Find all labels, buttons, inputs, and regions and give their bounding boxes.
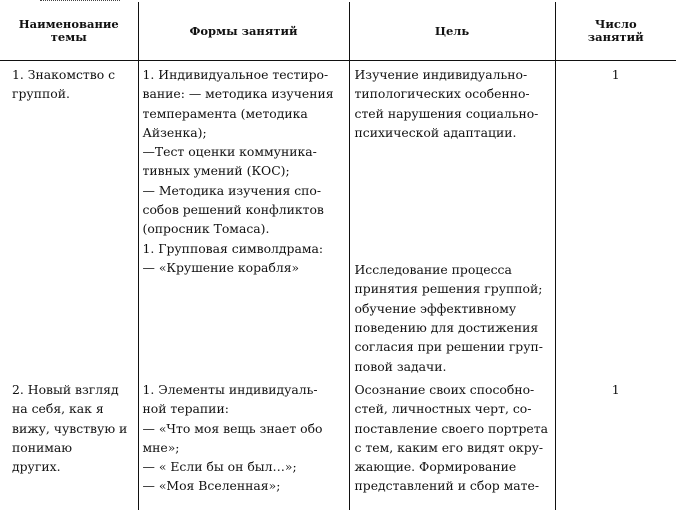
forms-line: 1. Индивидуальное тестиро- [142,67,329,82]
forms-line: — «Что моя вещь знает обо [142,420,323,436]
forms-line: (опросник Томаса). [142,221,270,237]
goal-line: повой задачи. [354,358,447,374]
topic-line: вижу, чувствую и [12,420,128,436]
session-count: 1 [611,67,620,82]
goal-line: жающие. Формирование [354,459,517,475]
goal-line: представлений и сбор мате- [354,478,540,494]
header-goal: Цель [349,2,555,61]
forms-line: 1. Элементы индивидуаль- [142,381,318,397]
goal-line: согласия при решении груп- [354,339,543,355]
forms-line: тивных умений (КОС); [142,163,290,179]
spacer [355,142,552,260]
forms-line: — «Крушение корабля» [142,259,300,275]
table-row [0,61,676,376]
topic-line: группой. [12,86,70,102]
goal-line: с тем, каким его видят окру- [354,439,544,455]
topic-cell [0,61,138,376]
forms-line: —Тест оценки коммуника- [142,144,317,160]
goal-line: Исследование процесса [354,262,512,278]
topic-line: 2. Новый взгляд [12,381,119,397]
header-topic: Наименование темы [0,2,138,61]
forms-cell [138,376,349,510]
goal-line: обучение эффективному [354,300,517,316]
forms-line: вание: — методика изучения [142,86,334,102]
forms-line: темперамента (методика [142,105,308,121]
topic-line: 1. Знакомство с [12,67,116,82]
forms-line: ной терапии: [142,401,229,417]
forms-line: — « Если бы он был…»; [142,459,297,475]
header-count: Число занятий [555,2,676,61]
session-count: 1 [611,381,620,397]
goal-line: поведению для достижения [354,320,539,336]
header-forms: Формы занятий [138,2,349,61]
goal-line: принятия решения группой; [354,281,543,297]
program-table [0,2,676,510]
topic-line: на себя, как я [12,401,104,417]
goal-cell [349,376,555,510]
forms-line: Айзенка); [142,124,207,140]
goal-line: стей нарушения социально- [354,105,539,121]
forms-line: — «Моя Вселенная»; [142,478,281,494]
topic-line: других. [12,459,61,475]
goal-line: типологических особенно- [354,86,530,102]
count-cell [555,61,676,376]
forms-cell [138,61,349,376]
forms-line: 1. Групповая символдрама: [142,240,324,256]
forms-line: мне»; [142,439,180,455]
topic-cell [0,376,138,510]
goal-line: стей, личностных черт, со- [354,401,532,417]
forms-line: собов решений конфликтов [142,202,324,218]
goal-line: психической адаптации. [354,124,517,140]
count-cell [555,376,676,510]
goal-line: поставление своего портрета [354,420,548,436]
goal-cell [349,61,555,376]
goal-line: Осознание своих способно- [354,381,535,397]
topic-line: понимаю [12,439,73,455]
forms-line: — Методика изучения спо- [142,182,322,198]
table-row [0,376,676,510]
table-header-row [0,2,676,61]
goal-line: Изучение индивидуально- [354,67,528,82]
